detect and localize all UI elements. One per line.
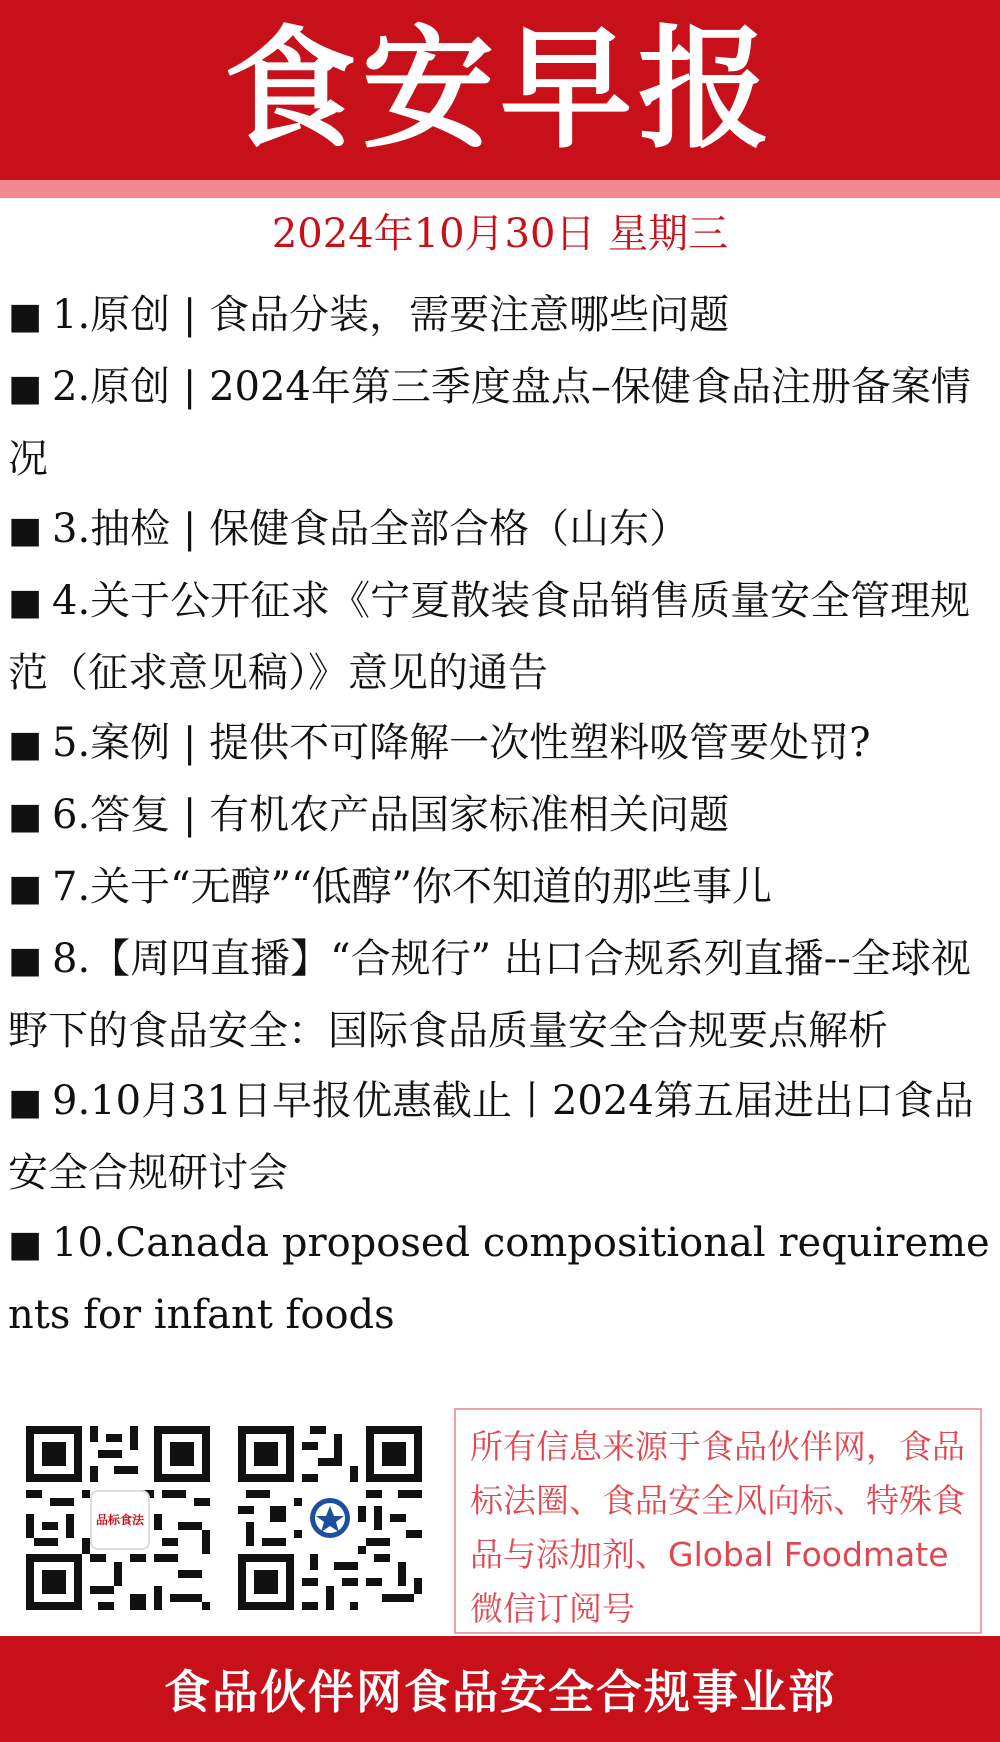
bullet-icon: ■ — [8, 510, 43, 551]
news-item-text: 8.【周四直播】“合规行” 出口合规系列直播--全球视野下的食品安全：国际食品质量安全合规要点解析 — [8, 936, 971, 1054]
news-item-text: 3.抽检 | 保健食品全部合格（山东） — [52, 506, 690, 552]
qr-code-area — [18, 1418, 448, 1618]
news-item[interactable] — [8, 852, 992, 924]
news-item-text: 5.案例 | 提供不可降解一次性塑料吸管要处罚? — [52, 720, 871, 766]
qr-logo-badge — [302, 1490, 358, 1546]
news-item[interactable] — [8, 1208, 992, 1350]
footer-banner — [0, 1636, 1000, 1742]
bullet-icon: ■ — [8, 868, 43, 909]
qr-code-icon[interactable] — [18, 1418, 218, 1618]
news-item-text: 7.关于“无醇”“低醇”你不知道的那些事儿 — [52, 864, 772, 910]
bullet-icon: ■ — [8, 1082, 43, 1123]
bullet-icon: ■ — [8, 724, 43, 765]
news-item[interactable] — [8, 352, 992, 494]
news-item[interactable] — [8, 1066, 992, 1208]
source-info-box — [454, 1408, 982, 1634]
news-item-text: 1.原创 | 食品分装，需要注意哪些问题 — [52, 292, 730, 338]
news-item[interactable] — [8, 708, 992, 780]
bullet-icon: ■ — [8, 296, 43, 337]
publish-date: 2024年10月30日 星期三 — [271, 211, 729, 257]
bullet-icon: ■ — [8, 582, 43, 623]
header-stripe — [0, 180, 1000, 198]
news-item-text: 9.10月31日早报优惠截止丨2024第五届进出口食品安全合规研讨会 — [8, 1078, 974, 1196]
news-item[interactable] — [8, 780, 992, 852]
qr-logo-badge: 品标食法 — [90, 1490, 150, 1550]
bullet-icon: ■ — [8, 796, 43, 837]
news-item[interactable] — [8, 566, 992, 708]
qr-code-icon[interactable] — [230, 1418, 430, 1618]
news-list — [8, 280, 992, 1350]
news-item[interactable] — [8, 494, 992, 566]
news-item-text: 4.关于公开征求《宁夏散装食品销售质量安全管理规范（征求意见稿）》意见的通告 — [8, 578, 971, 696]
footer-text: 食品伙伴网食品安全合规事业部 — [164, 1665, 836, 1719]
page-title: 食安早报 — [224, 13, 776, 167]
news-item[interactable] — [8, 280, 992, 352]
bullet-icon: ■ — [8, 940, 43, 981]
news-item-text: 6.答复 | 有机农产品国家标准相关问题 — [52, 792, 730, 838]
bullet-icon: ■ — [8, 1224, 43, 1265]
bullet-icon: ■ — [8, 368, 43, 409]
header-banner — [0, 0, 1000, 180]
source-info-text: 所有信息来源于食品伙伴网，食品标法圈、食品安全风向标、特殊食品与添加剂、Global Foodmate微信订阅号 — [470, 1427, 965, 1628]
emblem-icon — [308, 1496, 352, 1540]
news-item-text: 2.原创 | 2024年第三季度盘点–保健食品注册备案情况 — [8, 364, 971, 482]
news-item[interactable] — [8, 924, 992, 1066]
news-item-text: 10.Canada proposed compositional requirements for infant foods — [8, 1220, 990, 1338]
